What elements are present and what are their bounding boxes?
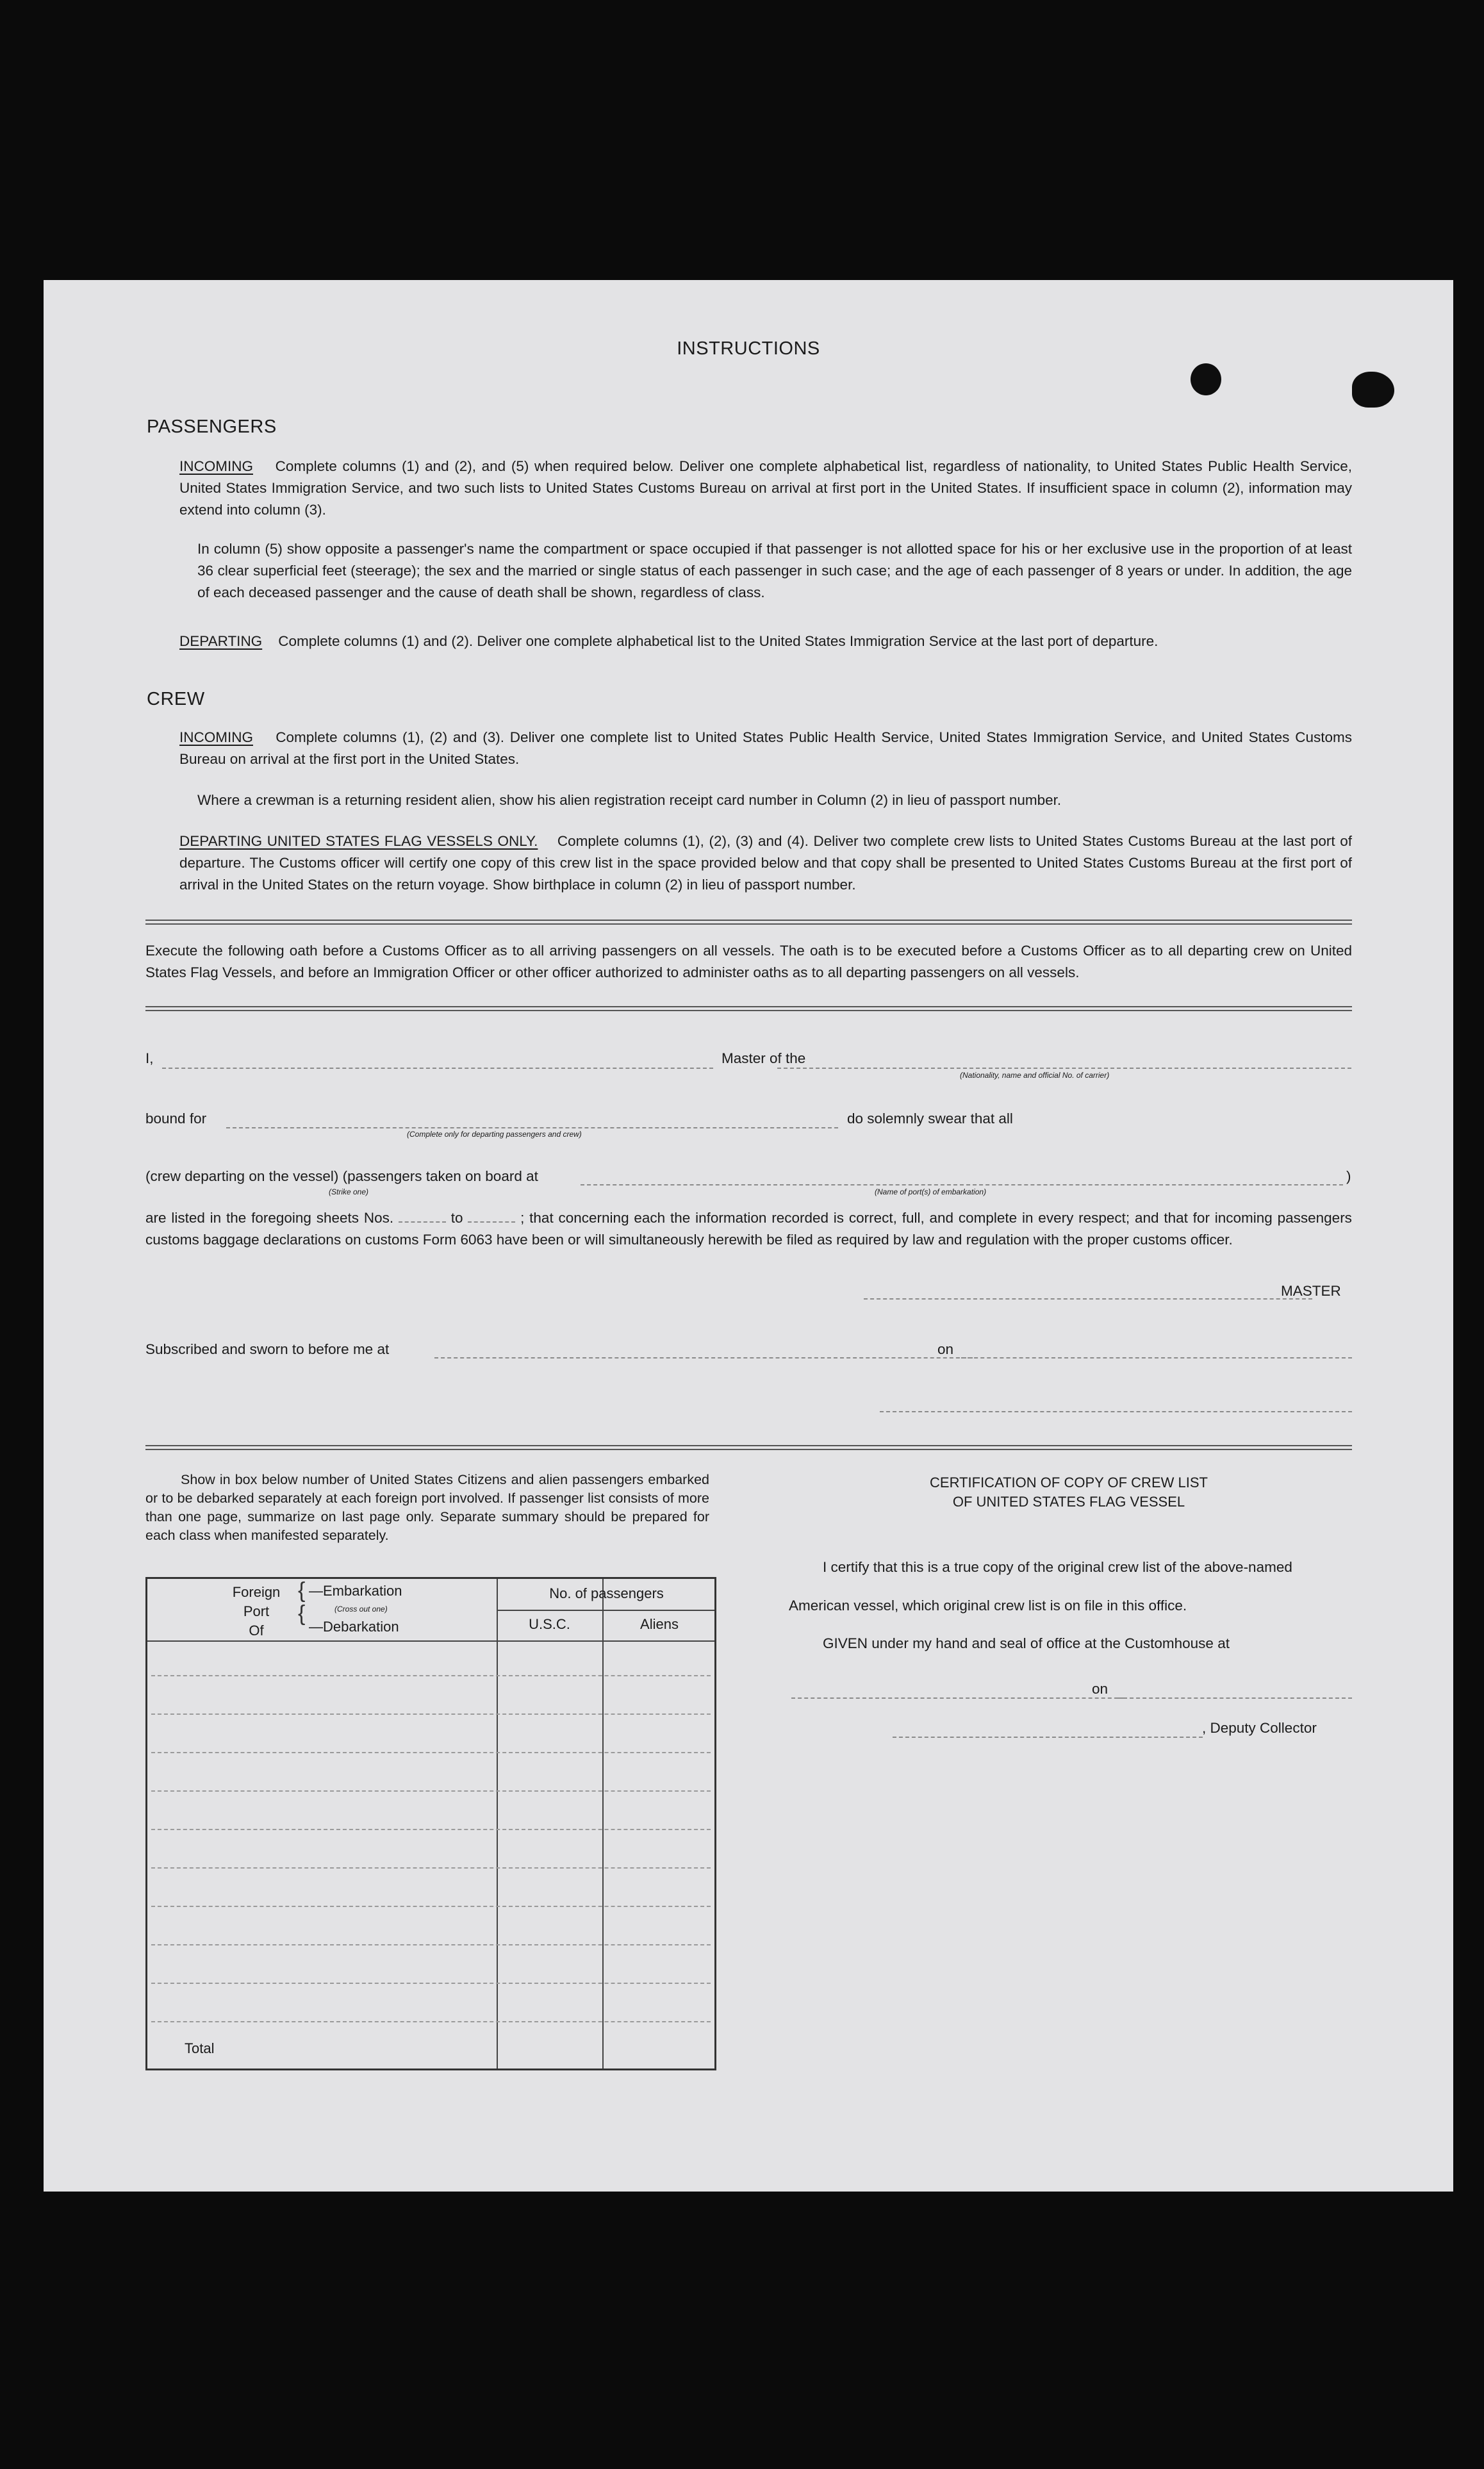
subheader-rule	[497, 1610, 714, 1611]
debarkation-label: —Debarkation	[309, 1619, 399, 1635]
strike-note: (Strike one)	[329, 1187, 369, 1196]
listed-text	[145, 1207, 1352, 1251]
passengers-departing-text: Complete columns (1) and (2). Deliver one complete alphabetical list to the United States Immigration Service at the last port of departure.	[278, 633, 1158, 649]
passengers-heading: PASSENGERS	[147, 417, 277, 437]
deputy-signature-field[interactable]	[893, 1737, 1203, 1738]
embarkation-label: —Embarkation	[309, 1583, 402, 1599]
subscribed-label: Subscribed and sworn to before me at	[145, 1341, 390, 1357]
punch-hole	[1191, 363, 1221, 395]
oath-intro: Execute the following oath before a Customs Officer as to all arriving passengers on all vessels. The oath is to be executed before a Customs Officer as to all departing crew on United States Flag Vessels, and before an Immigration Officer or other officer authorized to administer oaths as to all departing passengers on all vessels.	[145, 943, 1352, 980]
cross-note: (Cross out one)	[334, 1605, 388, 1614]
american-text: American vessel, which original crew list is on file in this office.	[789, 1598, 1187, 1614]
deputy-collector-label: , Deputy Collector	[1202, 1720, 1317, 1736]
master-of-label: Master of the	[721, 1050, 806, 1066]
customhouse-field[interactable]	[791, 1697, 1125, 1699]
table-row[interactable]	[151, 1790, 711, 1792]
to-label: to	[450, 1210, 463, 1226]
usc-label: U.S.C.	[529, 1616, 570, 1632]
carrier-field[interactable]	[777, 1068, 1351, 1069]
table-row[interactable]	[151, 1752, 711, 1753]
passengers-departing	[179, 631, 1352, 652]
certification-title-line2: OF UNITED STATES FLAG VESSEL	[952, 1494, 1185, 1510]
crew-incoming-label: INCOMING	[179, 729, 253, 745]
sworn-date-field[interactable]	[961, 1357, 1352, 1358]
no-of-passengers-label: No. of passengers	[549, 1585, 664, 1601]
column-divider	[497, 1579, 498, 2069]
page-title: INSTRUCTIONS	[677, 338, 820, 359]
sworn-on-label: on	[937, 1341, 954, 1357]
port-label: Port	[243, 1603, 270, 1619]
crew-incoming-text: Complete columns (1), (2) and (3). Deliver one complete list to United States Public Health Service, United States Immigration Service, and United States Customs Bureau on arrival at the first port in the United States.	[179, 729, 1353, 767]
swear-label: do solemnly swear that all	[847, 1111, 1013, 1127]
summary-instructions: Show in box below number of United States Citizens and alien passengers embarked or to be debarked separately at each foreign port involved. If passenger list consists of more than one page, summarize on last page only. Separate summary should be prepared for each class when manifested separately.	[145, 1472, 709, 1543]
aliens-label: Aliens	[640, 1616, 679, 1632]
crew-departing	[179, 830, 1352, 896]
of-label: Of	[249, 1623, 264, 1639]
officer-signature-field[interactable]	[880, 1411, 1352, 1412]
certify-text: I certify that this is a true copy of the original crew list of the above-named	[823, 1559, 1292, 1575]
master-signature-field[interactable]	[864, 1298, 1312, 1300]
brace-icon: { {	[298, 1578, 306, 1626]
divider	[145, 920, 1352, 925]
foreign-label: Foreign	[232, 1584, 281, 1600]
listed-text-b: ; that concerning each the information recorded is correct, full, and complete in every respect; and that for incoming	[520, 1210, 1273, 1226]
bound-for-field[interactable]	[226, 1127, 838, 1128]
passengers-incoming-text: Complete columns (1) and (2), and (5) when required below. Deliver one complete alphabetical list, regardless of nationality, to United States Public Health Service, United States Immigration Service, and two such lists to United States Customs Bureau on arrival at first port in the United States. If insufficient space in column (2), information may extend into column (3).	[179, 458, 1352, 518]
given-text: GIVEN under my hand and seal of office at the Customhouse at	[823, 1635, 1230, 1651]
table-row[interactable]	[151, 1983, 711, 1984]
divider	[145, 1445, 1352, 1450]
master-name-field[interactable]	[162, 1068, 713, 1069]
header-rule	[147, 1640, 714, 1642]
certification-title-line1: CERTIFICATION OF COPY OF CREW LIST	[930, 1474, 1208, 1490]
listed-text-a: are listed in the foregoing sheets Nos.	[145, 1210, 394, 1226]
form-page	[44, 280, 1453, 2192]
table-row[interactable]	[151, 2021, 711, 2022]
listed-text-c: passengers customs baggage declarations on customs Form 6063 have been or will simultaneously herewith be filed as required by law and regulation with the proper customs officer.	[145, 1210, 1352, 1248]
punch-hole	[1352, 372, 1394, 408]
cert-date-field[interactable]	[1117, 1697, 1352, 1699]
embarkation-port-field[interactable]	[581, 1184, 1343, 1185]
divider	[145, 1006, 1352, 1011]
table-row[interactable]	[151, 1944, 711, 1945]
crew-incoming	[179, 727, 1352, 770]
passenger-summary-table	[145, 1577, 716, 2070]
crew-departing-label: (crew departing on the vessel) (passengers taken on board at	[145, 1168, 538, 1184]
foreign-port-of-label	[224, 1583, 288, 1640]
passengers-column5: In column (5) show opposite a passenger's name the compartment or space occupied if that passenger is not allotted space for his or her exclusive use in the proportion of at least 36 clear superficial feet (steerage); the sex and the married or single status of each passenger in such case; and the age of each passenger of 8 years or under. In addition, the age of each deceased passenger and the cause of death shall be shown, regardless of class.	[197, 541, 1352, 600]
crew-resident: Where a crewman is a returning resident alien, show his alien registration receipt card number in Column (2) in lieu of passport number.	[197, 792, 1062, 808]
oath-i-label: I,	[145, 1050, 154, 1066]
bound-for-label: bound for	[145, 1111, 207, 1127]
sworn-place-field[interactable]	[434, 1357, 973, 1358]
master-label: MASTER	[1281, 1283, 1341, 1299]
sheet-to-field[interactable]	[468, 1221, 515, 1223]
column-divider	[602, 1579, 604, 2069]
port-note: (Name of port(s) of embarkation)	[875, 1187, 987, 1196]
table-row[interactable]	[151, 1867, 711, 1869]
crew-departing-label: DEPARTING UNITED STATES FLAG VESSELS ONLY.	[179, 833, 538, 849]
passengers-incoming-label: INCOMING	[179, 458, 253, 474]
passengers-departing-label: DEPARTING	[179, 633, 263, 649]
table-row[interactable]	[151, 1713, 711, 1715]
total-label: Total	[185, 2040, 215, 2056]
table-row[interactable]	[151, 1675, 711, 1676]
table-row[interactable]	[151, 1906, 711, 1907]
crew-heading: CREW	[147, 689, 205, 709]
nationality-note: (Nationality, name and official No. of carrier)	[960, 1071, 1110, 1080]
crew-departing-text: Complete columns (1), (2), (3) and (4). Deliver two complete crew lists to United States Customs Bureau at the last port of departure. The Customs officer will certify one copy of this crew list in the space provided below and that copy shall be presented to United States Customs Bureau at the first port of arrival in the United States on the return voyage. Show birthplace in column (2) in lieu of passport number.	[179, 833, 1352, 893]
complete-note: (Complete only for departing passengers and crew)	[407, 1130, 582, 1139]
certification-title	[787, 1473, 1351, 1512]
sheet-from-field[interactable]	[399, 1221, 446, 1223]
cert-on-label: on	[1092, 1681, 1109, 1697]
table-row[interactable]	[151, 1829, 711, 1830]
passengers-incoming	[179, 456, 1352, 521]
close-paren: )	[1346, 1168, 1351, 1184]
